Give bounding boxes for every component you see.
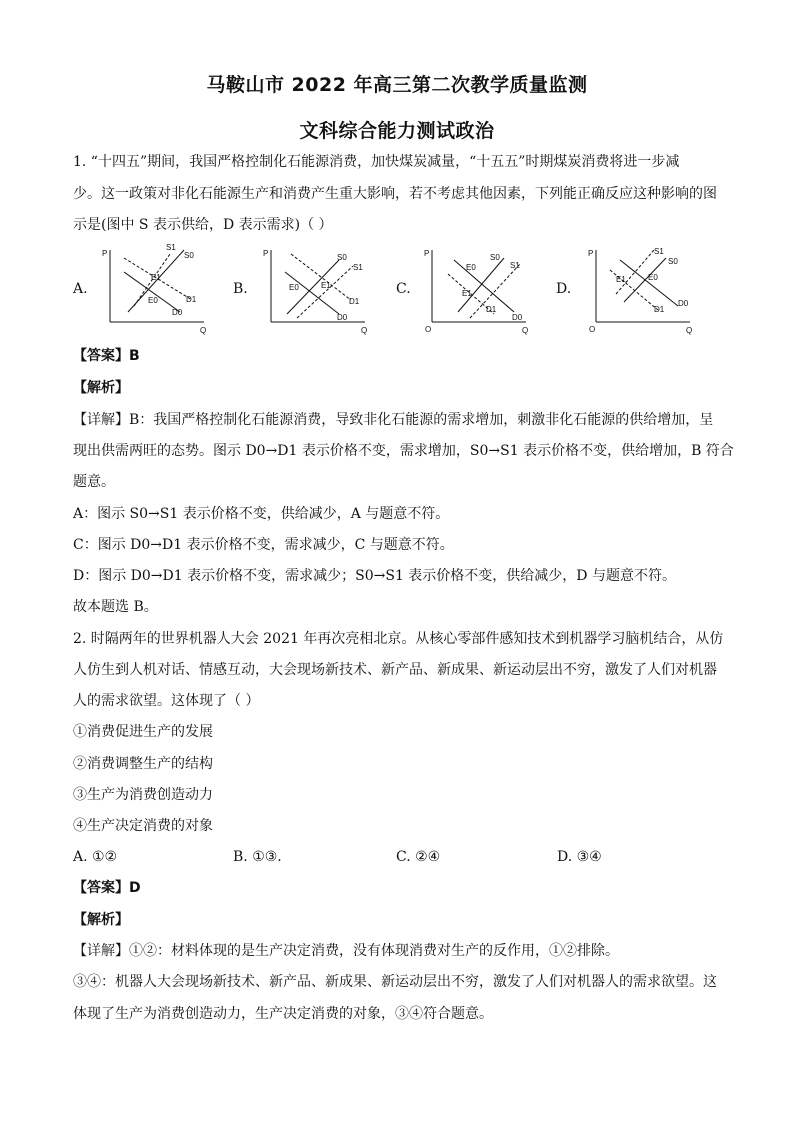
curve-s0-label: S0 (490, 253, 500, 262)
q1-option-c-graph (418, 240, 538, 340)
q1-answer: 【答案】B (73, 348, 140, 364)
axis-p-label: P (424, 249, 430, 258)
q2-statement-1: ①消费促进生产的发展 (73, 724, 213, 740)
axis-origin-label: O (589, 325, 596, 334)
curve-s0-label: S0 (337, 253, 347, 262)
point-e1-label: E1 (321, 281, 331, 290)
q2-answer: 【答案】D (73, 880, 141, 896)
point-e1-label: E1 (616, 275, 626, 284)
curve-d1-label: D1 (186, 295, 197, 304)
curve-s0-label: S0 (184, 251, 194, 260)
q1-detail-line-4: A：图示 S0→S1 表示价格不变，供给减少，A 与题意不符。 (73, 506, 450, 522)
q2-detail-line-1: 【详解】①②：材料体现的是生产决定消费，没有体现消费对生产的反作用，①②排除。 (73, 943, 619, 959)
q2-stem-line-1: 2. 时隔两年的世界机器人大会 2021 年再次亮相北京。从核心零部件感知技术到机器学习脑机结合，从仿 (73, 631, 724, 647)
point-e0-label: E0 (148, 296, 158, 305)
q2-choice-a[interactable]: A. ①② (73, 849, 118, 865)
point-e1-label: E1 (462, 289, 472, 298)
q2-statement-2: ②消费调整生产的结构 (73, 756, 213, 772)
q1-option-b-graph (257, 240, 377, 340)
point-e0-label: E0 (648, 273, 658, 282)
q1-option-d-graph (582, 240, 702, 340)
q1-detail-line-6: D：图示 D0→D1 表示价格不变，需求减少；S0→S1 表示价格不变，供给减少，D 与题意不符。 (73, 568, 676, 584)
curve-s1-label: S1 (510, 261, 520, 270)
page-title: 马鞍山市 2022 年高三第二次教学质量监测 (206, 74, 588, 96)
curve-d0-label: D0 (172, 308, 183, 317)
curve-d0-label: D0 (678, 299, 689, 308)
q2-choice-b[interactable]: B. ①③. (233, 849, 282, 865)
axis-p-label: P (263, 249, 269, 258)
curve-s1-label: S1 (166, 243, 176, 252)
curve-s0-label: S0 (668, 257, 678, 266)
curve-d1-label: D1 (349, 297, 360, 306)
q1-detail-line-5: C：图示 D0→D1 表示价格不变，需求减少，C 与题意不符。 (73, 537, 454, 553)
curve-s1-label: S1 (654, 247, 664, 256)
q1-option-c-letter: C. (396, 281, 411, 297)
q2-analysis-heading: 【解析】 (73, 912, 129, 928)
q2-choices (73, 847, 723, 867)
axis-q-label: Q (200, 326, 207, 335)
q2-detail-line-3: 体现了生产为消费创造动力，生产决定消费的对象，③④符合题意。 (73, 1006, 493, 1022)
point-e1-label: E1 (151, 273, 161, 282)
q2-stem-line-2: 人仿生到人机对话、情感互动，大会现场新技术、新产品、新成果、新运动层出不穷，激发了人们对机器 (73, 662, 717, 678)
q1-detail-line-1: 【详解】B：我国严格控制化石能源消费，导致非化石能源的需求增加，刺激非化石能源的供给增加，呈 (73, 412, 714, 428)
axis-q-label: Q (522, 326, 529, 335)
axis-q-label: Q (686, 326, 693, 335)
axis-p-label: P (588, 249, 594, 258)
page-subtitle: 文科综合能力测试政治 (299, 120, 495, 142)
point-e0-label: E0 (289, 283, 299, 292)
curve-d1-label: D1 (654, 305, 665, 314)
q1-option-a-graph (96, 240, 216, 340)
q2-detail-line-2: ③④：机器人大会现场新技术、新产品、新成果、新运动层出不穷，激发了人们对机器人的需求欲望。这 (73, 974, 717, 990)
q2-choice-c[interactable]: C. ②④ (396, 849, 441, 865)
curve-s1-label: S1 (353, 263, 363, 272)
curve-d0-label: D0 (512, 313, 523, 322)
q1-option-b-letter: B. (233, 281, 248, 297)
q2-choice-d[interactable]: D. ③④ (557, 849, 602, 865)
q2-stem-line-3: 人的需求欲望。这体现了（ ） (73, 693, 260, 709)
axis-p-label: P (102, 249, 108, 258)
q1-stem-line-1: 1. “十四五”期间，我国严格控制化石能源消费，加快煤炭减量，“十五五”时期煤炭消费将进一步减 (73, 154, 680, 170)
q2-statement-4: ④生产决定消费的对象 (73, 818, 213, 834)
q1-detail-line-3: 题意。 (73, 474, 115, 490)
q1-detail-line-7: 故本题选 B。 (73, 599, 158, 615)
q1-analysis-heading: 【解析】 (73, 380, 129, 396)
axis-q-label: Q (361, 326, 368, 335)
q2-statement-3: ③生产为消费创造动力 (73, 787, 213, 803)
q1-option-d-letter: D. (556, 281, 572, 297)
q1-detail-line-2: 现出供需两旺的态势。图示 D0→D1 表示价格不变，需求增加，S0→S1 表示价格不变，供给增加，B 符合 (73, 443, 734, 459)
q1-stem-line-3: 示是(图中 S 表示供给，D 表示需求)（ ） (73, 217, 333, 233)
curve-d1-label: D1 (486, 305, 497, 314)
axis-origin-label: O (425, 325, 432, 334)
curve-d0-label: D0 (337, 313, 348, 322)
q1-option-a-letter: A. (73, 281, 88, 297)
point-e0-label: E0 (466, 263, 476, 272)
q1-stem-line-2: 少。这一政策对非化石能源生产和消费产生重大影响，若不考虑其他因素，下列能正确反应这种影响的图 (73, 186, 717, 202)
